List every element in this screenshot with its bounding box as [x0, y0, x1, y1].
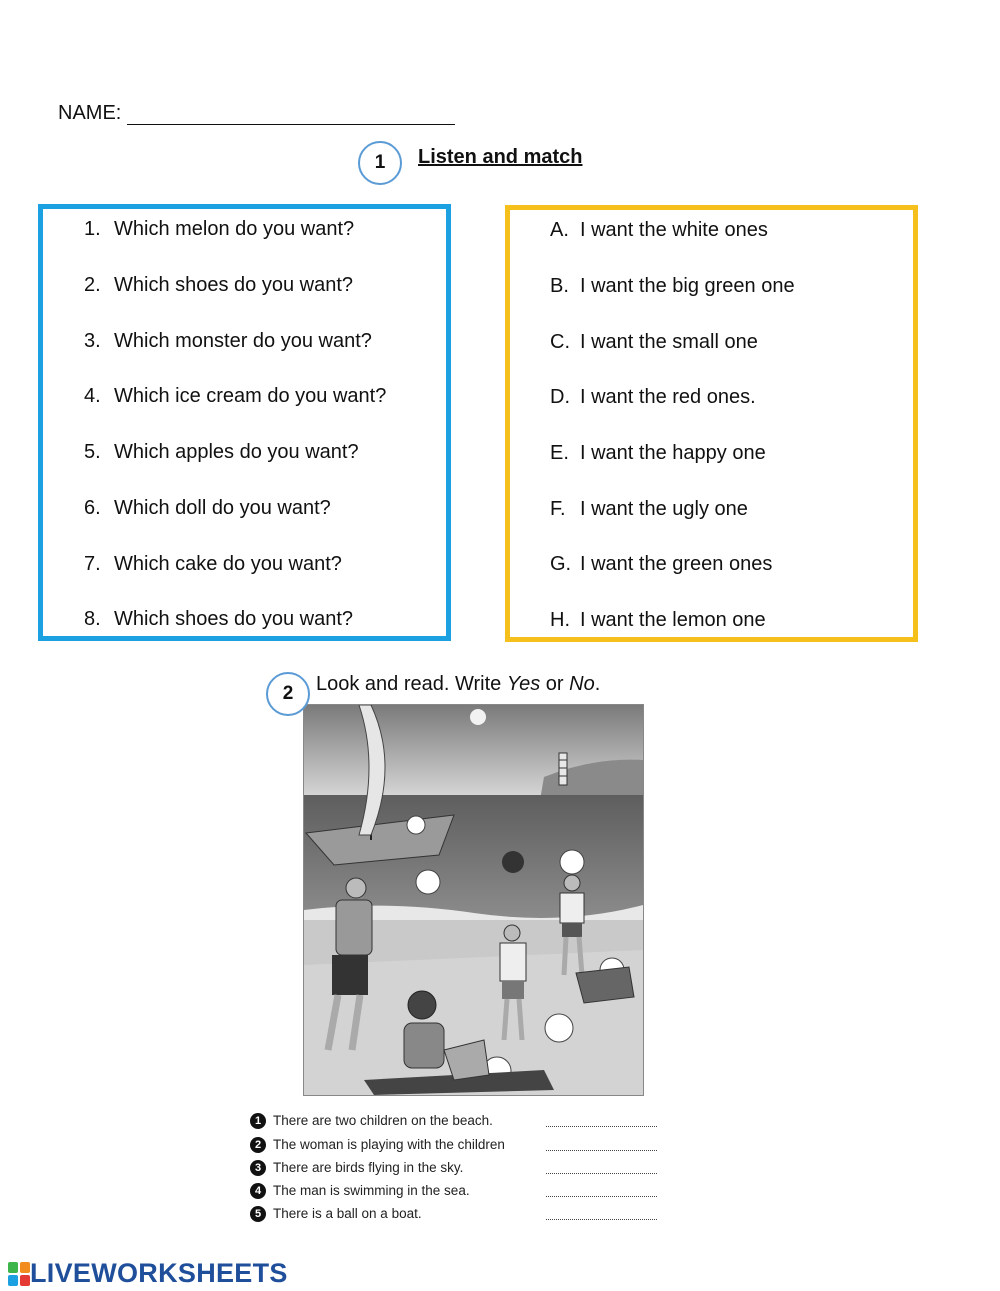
answer-item: C. I want the small one [550, 331, 758, 353]
liveworksheets-logo [8, 1258, 288, 1289]
statement-item: 5 There is a ball on a boat. [250, 1206, 422, 1222]
woman [404, 1023, 444, 1068]
question-item: 1. Which melon do you want? [84, 218, 355, 240]
statement-item: 1 There are two children on the beach. [250, 1113, 493, 1129]
answer-blank[interactable] [546, 1149, 657, 1151]
statement-item: 2 The woman is playing with the children [250, 1137, 505, 1153]
question-item: 7. Which cake do you want? [84, 553, 342, 575]
question-item: 2. Which shoes do you want? [84, 274, 354, 296]
answer-blank[interactable] [546, 1172, 657, 1174]
name-label: NAME: [58, 102, 122, 124]
girl [560, 893, 584, 923]
boy [500, 943, 526, 981]
statement-item: 3 There are birds flying in the sky. [250, 1160, 463, 1176]
statement-item: 4 The man is swimming in the sea. [250, 1183, 470, 1199]
section-2-title: Look and read. Write Yes or No. [316, 673, 601, 695]
brand-name: LIVEWORKSHEETS [30, 1258, 288, 1288]
bag [576, 967, 634, 1003]
questions-box [38, 204, 451, 641]
answer-item: G. I want the green ones [550, 553, 773, 575]
question-item: 4. Which ice cream do you want? [84, 385, 387, 407]
name-field [58, 102, 455, 125]
answer-blank[interactable] [546, 1218, 657, 1220]
section-1-number: 1 [358, 141, 402, 185]
question-item: 3. Which monster do you want? [84, 330, 372, 352]
answer-blank[interactable] [546, 1195, 657, 1197]
man [336, 900, 372, 955]
lighthouse [559, 753, 567, 785]
name-blank[interactable] [127, 104, 455, 125]
answer-item: D. I want the red ones. [550, 386, 756, 408]
question-item: 6. Which doll do you want? [84, 497, 331, 519]
answer-item: E. I want the happy one [550, 442, 766, 464]
answer-item: F. I want the ugly one [550, 498, 748, 520]
answers-box [505, 205, 918, 642]
answer-item: A. I want the white ones [550, 219, 768, 241]
sun-icon [470, 709, 486, 725]
beach-scene-image [303, 704, 644, 1096]
dark-ball [502, 851, 524, 873]
section-2-number: 2 [266, 672, 310, 716]
liveworksheets-icon [8, 1262, 30, 1286]
question-item: 5. Which apples do you want? [84, 441, 359, 463]
answer-blank[interactable] [546, 1125, 657, 1127]
section-1-title: Listen and match [418, 146, 583, 168]
answer-item: H. I want the lemon one [550, 609, 766, 631]
answer-item: B. I want the big green one [550, 275, 795, 297]
question-item: 8. Which shoes do you want? [84, 608, 354, 630]
